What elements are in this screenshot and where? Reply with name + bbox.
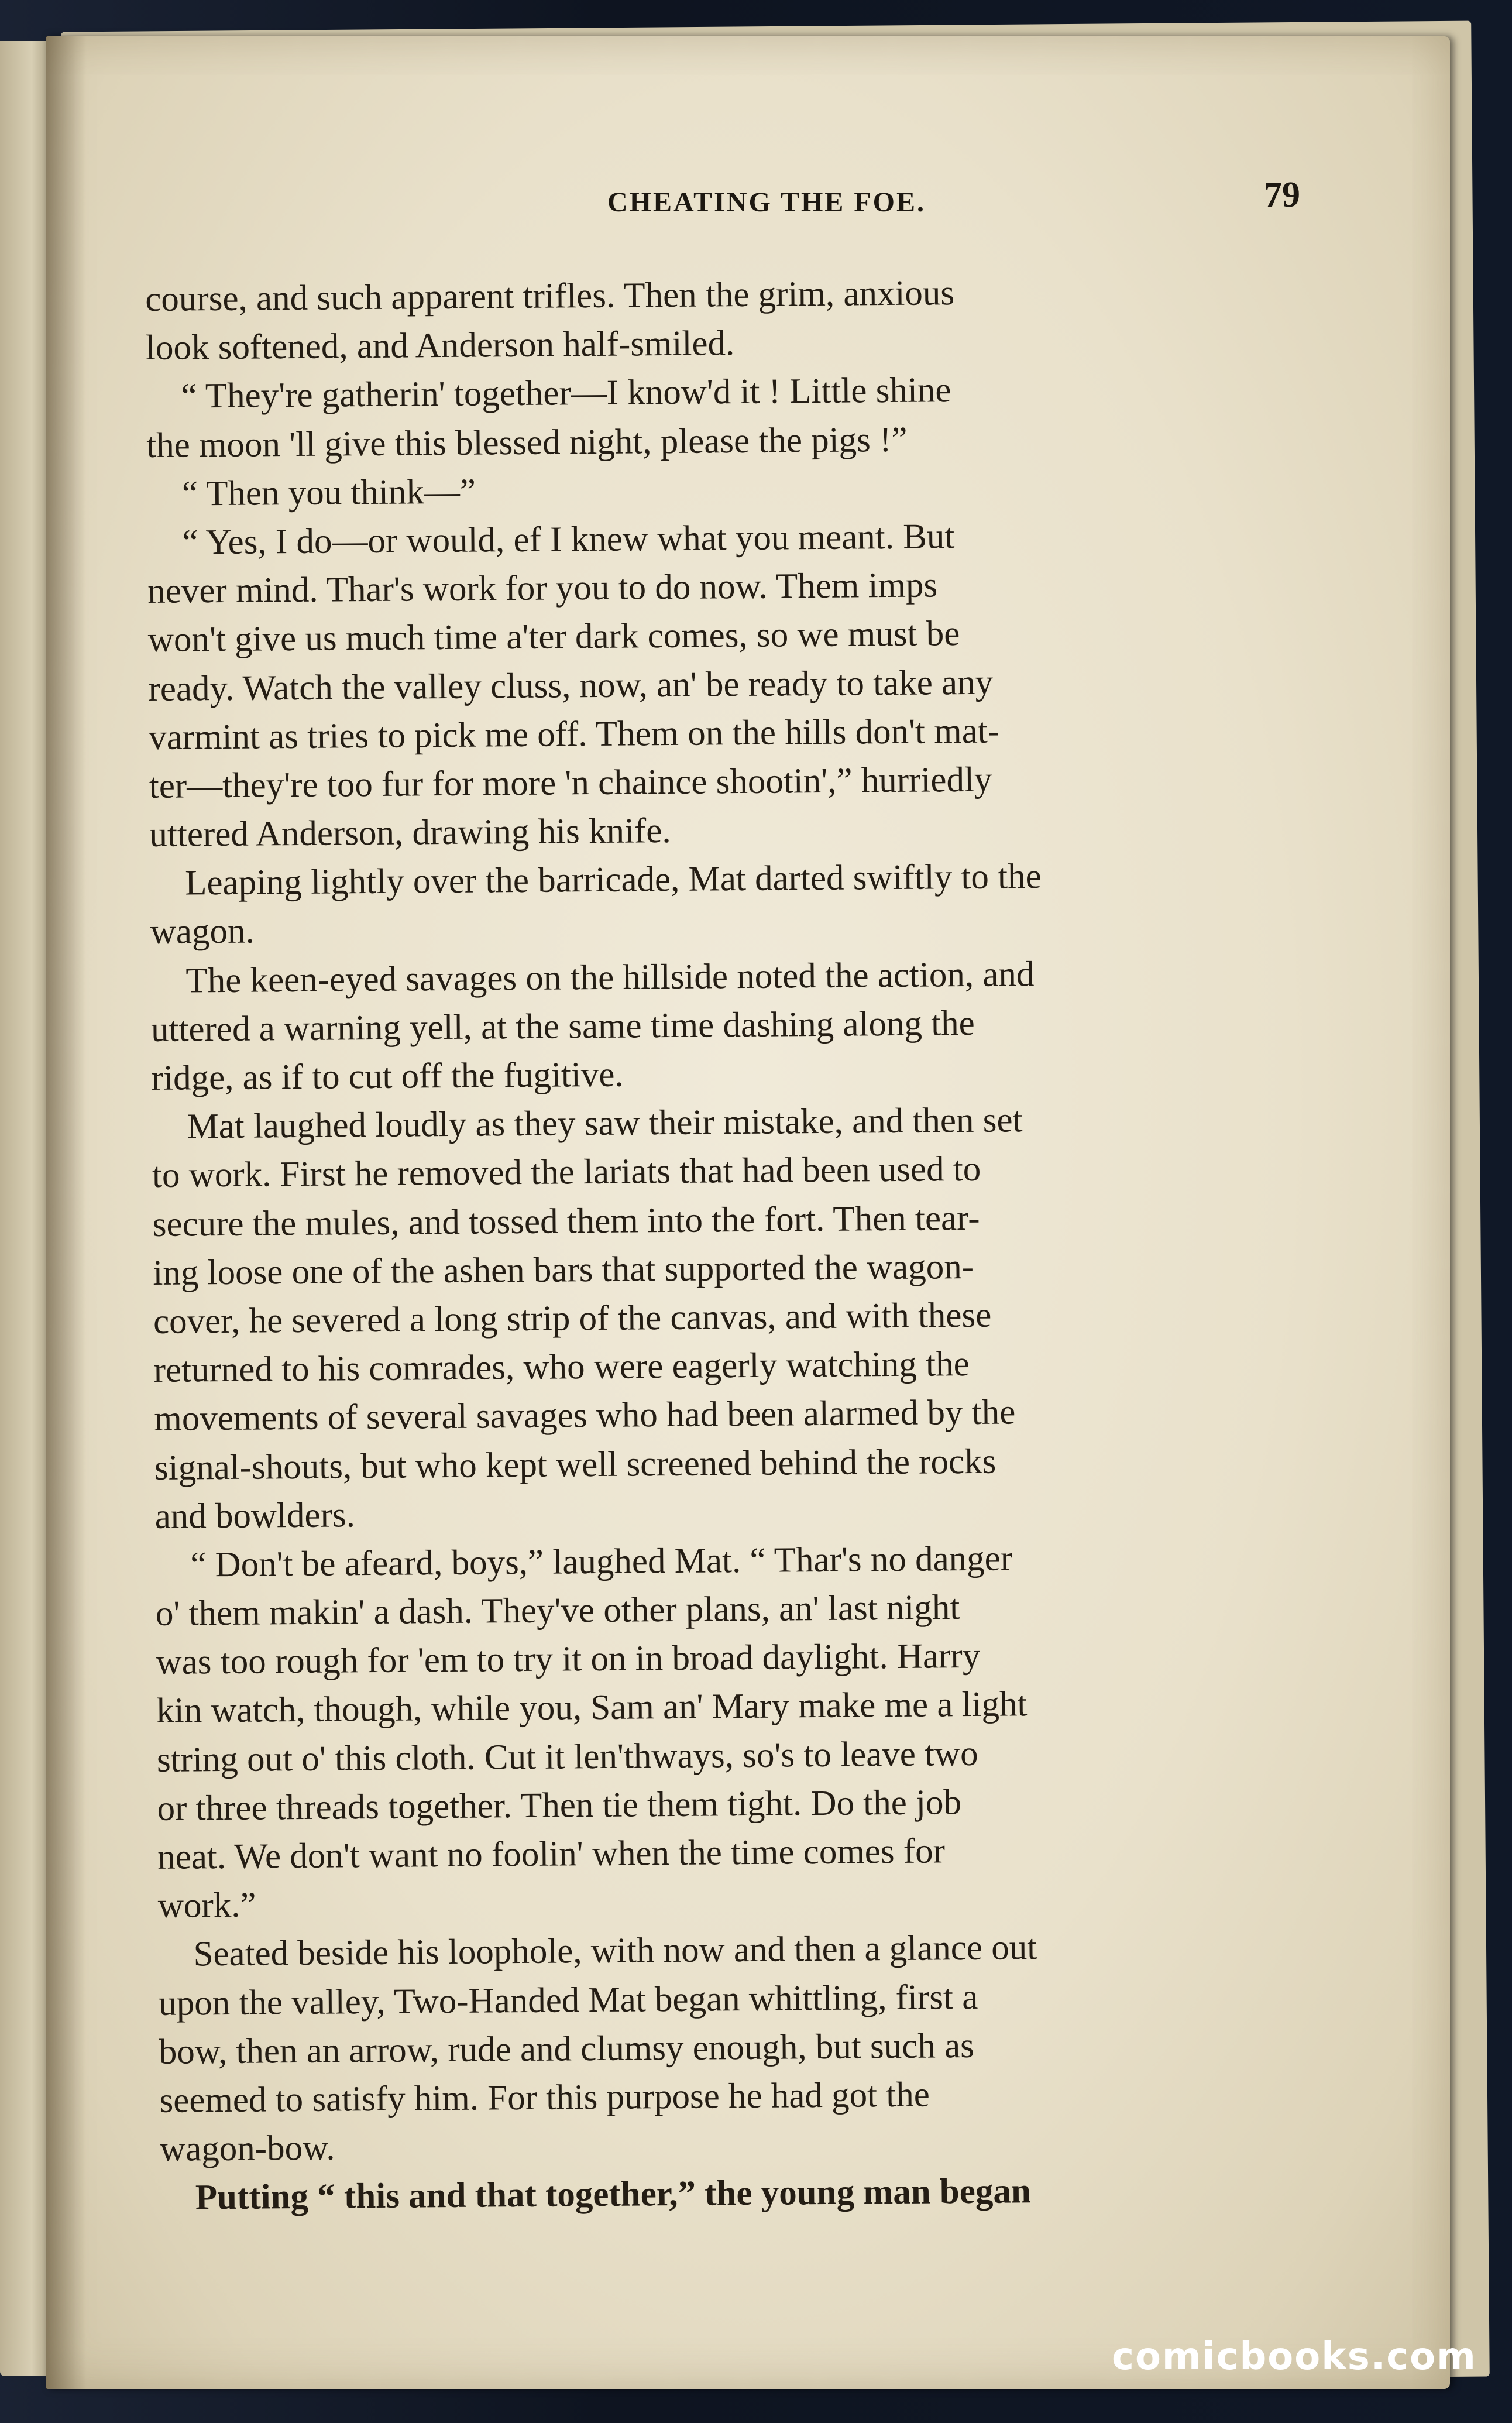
- text-line: ing loose one of the ashen bars that supported the wagon-: [153, 1247, 974, 1293]
- text-line: “ Don't be afeard, boys,” laughed Mat. “ Thar's no danger: [190, 1539, 1013, 1585]
- spine-shadow: [46, 36, 87, 2389]
- text-line: movements of several savages who had been alarmed by the: [154, 1392, 1016, 1439]
- text-line: Putting “ this and that together,” the young man began: [195, 2171, 1032, 2218]
- text-line: upon the valley, Two-Handed Mat began whittling, first a: [158, 1977, 978, 2023]
- watermark-text: comicbooks.com: [1112, 2335, 1477, 2379]
- text-line: work.”: [157, 1885, 256, 1926]
- text-line: neat. We don't want no foolin' when the time comes for: [157, 1831, 946, 1877]
- text-line: to work. First he removed the lariats that had been used to: [152, 1149, 981, 1196]
- text-line: seemed to satisfy him. For this purpose he had got the: [159, 2075, 930, 2120]
- text-line: or three threads together. Then tie them tight. Do the job: [157, 1782, 962, 1828]
- text-line: won't give us much time a'ter dark comes, so we must be: [147, 614, 960, 660]
- body-text: [145, 266, 1301, 2223]
- text-line: course, and such apparent trifles. Then the grim, anxious: [145, 273, 955, 319]
- text-line: returned to his comrades, who were eagerly watching the: [153, 1344, 970, 1391]
- text-line: was too rough for 'em to try it on in broad daylight. Harry: [156, 1636, 981, 1683]
- text-line: Seated beside his loophole, with now and then a glance out: [193, 1928, 1037, 1974]
- text-line: uttered a warning yell, at the same time dashing along the: [150, 1003, 975, 1049]
- text-line: signal-shouts, but who kept well screened behind the rocks: [154, 1442, 996, 1488]
- text-line: uttered Anderson, drawing his knife.: [149, 811, 671, 855]
- page-number: 79: [1264, 175, 1300, 215]
- text-line: bow, then an arrow, rude and clumsy enough, but such as: [159, 2026, 975, 2072]
- text-line: ter—they're too fur for more 'n chaince shootin',” hurriedly: [149, 760, 992, 806]
- text-line: ready. Watch the valley cluss, now, an' be ready to take any: [148, 663, 994, 709]
- text-line: “ Yes, I do—or would, ef I knew what you meant. But: [182, 517, 955, 562]
- text-line: the moon 'll give this blessed night, please the pigs !”: [146, 420, 908, 465]
- text-line: never mind. Thar's work for you to do now. Them imps: [147, 565, 938, 612]
- text-line: “ Then you think—”: [181, 472, 476, 514]
- text-line: varmint as tries to pick me off. Them on the hills don't mat-: [148, 711, 1000, 757]
- text-line: kin watch, though, while you, Sam an' Mary make me a light: [156, 1684, 1028, 1731]
- text-line: string out o' this cloth. Cut it len'thways, so's to leave two: [156, 1734, 978, 1780]
- text-line: look softened, and Anderson half-smiled.: [145, 324, 735, 368]
- text-line: o' them makin' a dash. They've other plans, an' last night: [155, 1588, 960, 1633]
- text-line: wagon-bow.: [159, 2128, 335, 2170]
- text-line: secure the mules, and tossed them into the fort. Then tear-: [152, 1198, 980, 1244]
- text-line: and bowlders.: [154, 1495, 356, 1536]
- text-line: Mat laughed loudly as they saw their mistake, and then set: [187, 1100, 1023, 1147]
- text-line: “ They're gatherin' together—I know'd it ! Little shine: [181, 370, 951, 416]
- text-line: ridge, as if to cut off the fugitive.: [151, 1055, 624, 1098]
- text-line: The keen-eyed savages on the hillside noted the action, and: [185, 954, 1035, 1001]
- text-line: cover, he severed a long strip of the canvas, and with these: [153, 1295, 992, 1341]
- text-line: wagon.: [150, 912, 255, 952]
- text-line: Leaping lightly over the barricade, Mat darted swiftly to the: [184, 857, 1042, 903]
- facing-page-edge: [0, 41, 53, 2376]
- running-head: CHEATING THE FOE.: [607, 187, 926, 218]
